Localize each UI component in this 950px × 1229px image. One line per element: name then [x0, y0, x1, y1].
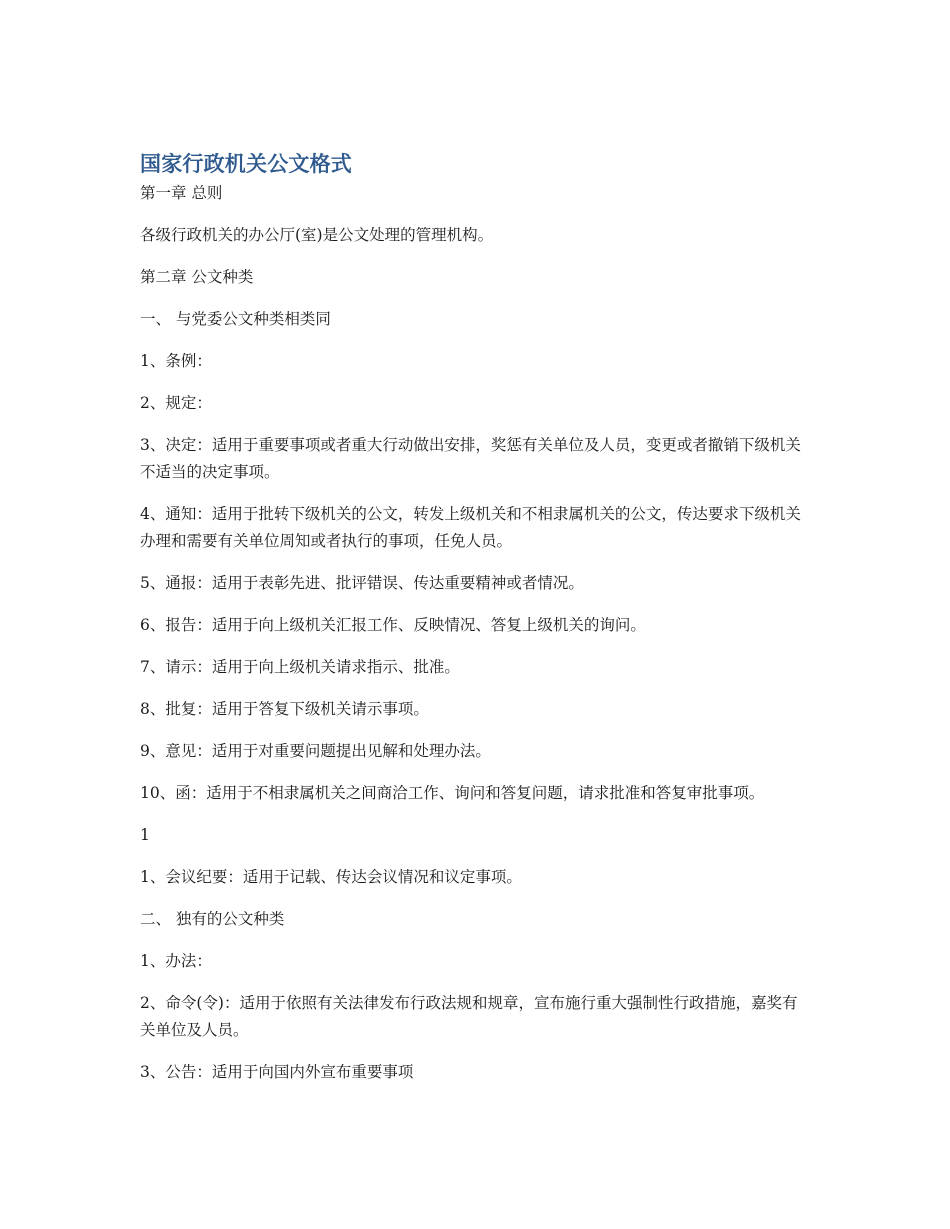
document-title: 国家行政机关公文格式	[140, 152, 352, 176]
page-number-marker: 1	[140, 826, 150, 844]
list-item: 1、办法：	[140, 952, 212, 970]
list-item: 7、请示：适用于向上级机关请求指示、批准。	[140, 658, 460, 676]
document-page	[140, 148, 805, 1086]
list-item: 4、通知：适用于批转下级机关的公文，转发上级机关和不相隶属机关的公文，传达要求下级机关办理和需要有关单位周知或者执行的事项，任免人员。	[140, 505, 801, 550]
list-item: 5、通报：适用于表彰先进、批评错误、传达重要精神或者情况。	[140, 574, 584, 592]
list-item: 9、意见：适用于对重要问题提出见解和处理办法。	[140, 742, 491, 760]
section-heading: 二、 独有的公文种类	[140, 910, 285, 928]
list-item: 1、会议纪要：适用于记载、传达会议情况和议定事项。	[140, 868, 522, 886]
list-item: 2、规定：	[140, 394, 212, 412]
list-item: 3、决定：适用于重要事项或者重大行动做出安排，奖惩有关单位及人员，变更或者撤销下级机关不适当的决定事项。	[140, 436, 801, 481]
paragraph-chapter-2: 第二章 公文种类	[140, 268, 254, 286]
list-item: 6、报告：适用于向上级机关汇报工作、反映情况、答复上级机关的询问。	[140, 616, 646, 634]
paragraph-chapter-1: 第一章 总则	[140, 184, 223, 202]
list-item: 8、批复：适用于答复下级机关请示事项。	[140, 700, 429, 718]
list-item: 2、命令(令)：适用于依照有关法律发布行政法规和规章，宣布施行重大强制性行政措施，嘉奖有关单位及人员。	[140, 994, 798, 1039]
list-item: 10、函：适用于不相隶属机关之间商洽工作、询问和答复问题，请求批准和答复审批事项。	[140, 784, 765, 802]
list-item: 1、条例：	[140, 352, 212, 370]
section-heading: 一、 与党委公文种类相类同	[140, 310, 331, 328]
paragraph: 各级行政机关的办公厅(室)是公文处理的管理机构。	[140, 226, 494, 244]
list-item: 3、公告：适用于向国内外宣布重要事项	[140, 1063, 414, 1081]
